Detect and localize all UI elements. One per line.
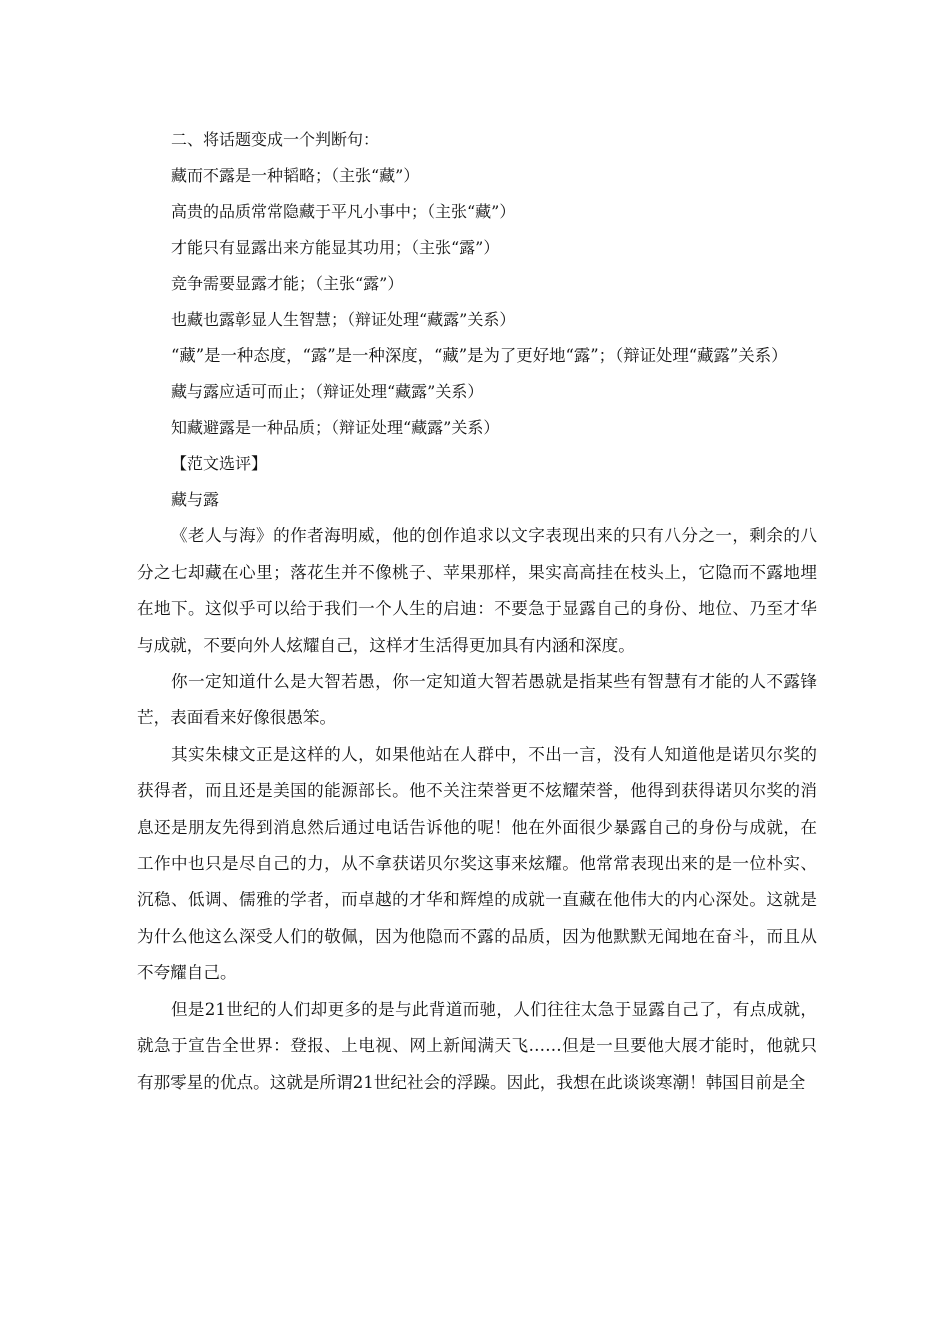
document-body bbox=[137, 122, 817, 1101]
thesis-item: 也藏也露彰显人生智慧；（辩证处理“藏露”关系） bbox=[171, 310, 516, 329]
thesis-item: 藏而不露是一种韬略；（主张“藏”） bbox=[171, 166, 420, 185]
essay-paragraph: 其实朱棣文正是这样的人，如果他站在人群中，不出一言，没有人知道他是诺贝尔奖的获得者，而且还是美国的能源部长。他不关注荣誉更不炫耀荣誉，他得到获得诺贝尔奖的消息还是朋友先得到消息然后通过电话告诉他的呢！他在外面很少暴露自己的身份与成就，在工作中也只是尽自己的力，从不拿获诺贝尔奖这事来炫耀。他常常表现出来的是一位朴实、沉稳、低调、儒雅的学者，而卓越的才华和辉煌的成就一直藏在他伟大的内心深处。这就是为什么他这么深受人们的敬佩，因为他隐而不露的品质，因为他默默无闻地在奋斗，而且从不夸耀自己。 bbox=[137, 744, 817, 983]
section-heading: 二、将话题变成一个判断句： bbox=[171, 130, 380, 149]
essay-paragraph: 《老人与海》的作者海明威，他的创作追求以文字表现出来的只有八分之一，剩余的八分之七却藏在心里；落花生并不像桃子、苹果那样，果实高高挂在枝头上，它隐而不露地埋在地下。这似乎可以给于我们一个人生的启迪：不要急于显露自己的身份、地位、乃至才华与成就，不要向外人炫耀自己，这样才生活得更加具有内涵和深度。 bbox=[137, 526, 817, 655]
thesis-item: 才能只有显露出来方能显其功用；（主张“露”） bbox=[171, 238, 500, 257]
thesis-item: 竞争需要显露才能；（主张“露”） bbox=[171, 274, 404, 293]
thesis-item-wrapped: “藏”是一种态度，“露”是一种深度，“藏”是为了更好地“露”；（辩证处理“藏露”关系） bbox=[171, 346, 788, 365]
essay-paragraph: 但是21世纪的人们却更多的是与此背道而驰，人们往往太急于显露自己了，有点成就，就急于宣告全世界：登报、上电视、网上新闻满天飞……但是一旦要他大展才能时，他就只有那零星的优点。这就是所谓21世纪社会的浮躁。因此，我想在此谈谈寒潮！韩国目前是全 bbox=[137, 999, 817, 1092]
essay-title: 藏与露 bbox=[171, 490, 220, 510]
thesis-item: 高贵的品质常常隐藏于平凡小事中；（主张“藏”） bbox=[171, 202, 516, 221]
essay-paragraph: 你一定知道什么是大智若愚，你一定知道大智若愚就是指某些有智慧有才能的人不露锋芒，表面看来好像很愚笨。 bbox=[137, 672, 817, 728]
thesis-item: 藏与露应适可而止；（辩证处理“藏露”关系） bbox=[171, 382, 484, 402]
thesis-item: 知藏避露是一种品质；（辩证处理“藏露”关系） bbox=[171, 418, 500, 438]
sample-label: 【范文选评】 bbox=[171, 454, 268, 474]
